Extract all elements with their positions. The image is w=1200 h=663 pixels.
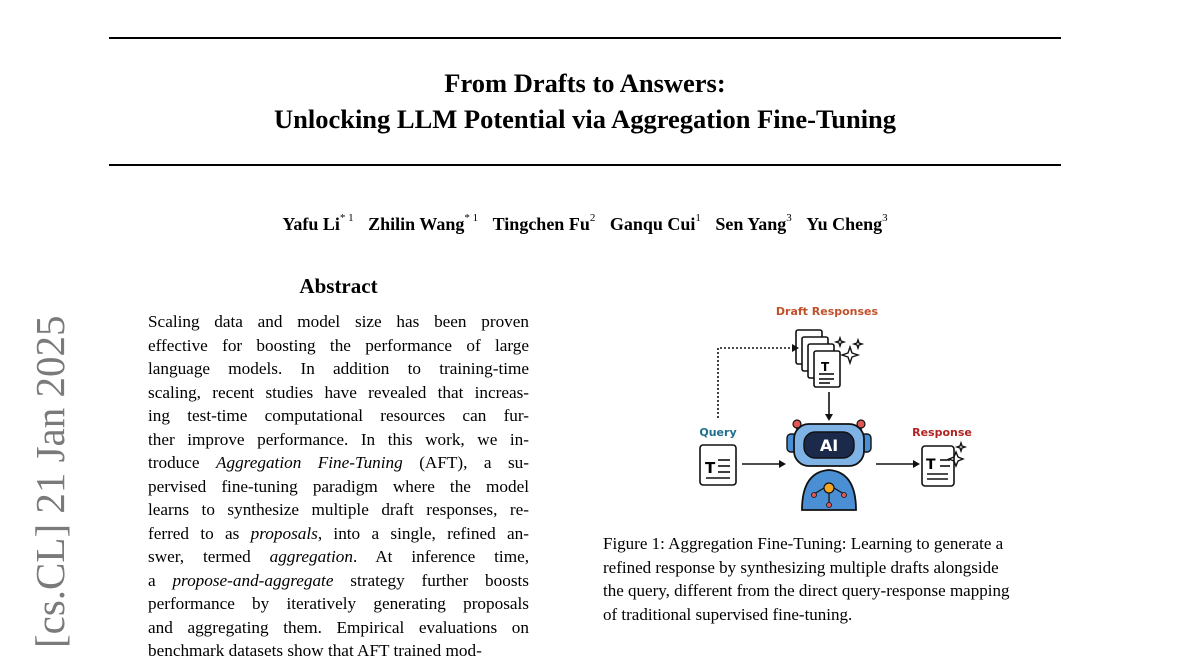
title-rule-bottom <box>109 164 1061 166</box>
response-label: Response <box>912 426 972 439</box>
abstract-line: benchmark datasets show that AFT trained mod- <box>148 641 482 660</box>
arrow-head-icon <box>779 460 786 468</box>
author-list <box>0 208 1170 236</box>
ai-robot-icon <box>787 420 871 510</box>
arxiv-stamp: [cs.CL] 21 Jan 2025 <box>27 315 73 648</box>
caption-line: the query, different from the direct query-response mapping <box>603 581 1010 600</box>
caption-line: Figure 1: Aggregation Fine-Tuning: Learning to generate a <box>603 534 1004 553</box>
abstract-line: ther improve performance. In this work, we in- <box>148 429 529 449</box>
abstract-line: ferred to as proposals, into a single, refined an- <box>148 523 529 543</box>
robot-ai-text: AI <box>819 436 839 455</box>
abstract-line: pervised fine-tuning paradigm where the model <box>148 476 529 496</box>
query-doc-letter: T <box>705 459 716 477</box>
author: Sen Yang$^3$ <box>715 212 792 234</box>
response-doc-letter: T <box>926 457 936 473</box>
figure-caption <box>603 532 1062 626</box>
abstract-line: effective for boosting the performance of large <box>148 335 529 355</box>
abstract-heading: Abstract <box>299 274 378 298</box>
arrow-head-icon <box>825 414 833 421</box>
abstract-line: ing test-time computational resources can fur- <box>148 406 529 425</box>
draft-documents-icon <box>796 330 840 387</box>
abstract-body <box>148 310 529 663</box>
abstract-line: language models. In addition to training-time <box>148 359 529 378</box>
caption-line: of traditional supervised fine-tuning. <box>603 604 853 624</box>
abstract-line: learns to synthesize multiple draft responses, re- <box>148 500 529 519</box>
abstract-line: and aggregating them. Empirical evaluations on <box>148 617 529 637</box>
arrow-head-icon <box>913 460 920 468</box>
author: Yafu Li$^{* 1}$ <box>282 212 354 234</box>
title-rule-top <box>109 37 1061 39</box>
query-label: Query <box>699 426 737 439</box>
query-to-drafts-connector <box>718 348 792 418</box>
caption-line: refined response by synthesizing multiple drafts alongside <box>603 557 999 577</box>
abstract-line: a propose-and-aggregate strategy further boosts <box>148 570 529 590</box>
author: Ganqu Cui$^1$ <box>609 212 701 234</box>
author: Tingchen Fu$^2$ <box>492 212 596 234</box>
aft-figure-diagram <box>680 300 1000 515</box>
abstract-line: Scaling data and model size has been proven <box>148 312 529 331</box>
abstract-line: swer, termed aggregation. At inference time, <box>148 547 529 566</box>
paper-title-line-1: From Drafts to Answers: <box>444 68 726 98</box>
abstract-line: scaling, recent studies have revealed that increas- <box>148 382 529 402</box>
author: Yu Cheng$^3$ <box>806 212 888 234</box>
author: Zhilin Wang$^{* 1}$ <box>368 212 479 234</box>
draft-doc-letter: T <box>821 360 830 374</box>
paper-title-line-2: Unlocking LLM Potential via Aggregation Fine-Tuning <box>273 104 897 134</box>
draft-responses-label: Draft Responses <box>775 305 879 318</box>
abstract-line: troduce Aggregation Fine-Tuning (AFT), a su- <box>148 453 529 472</box>
abstract-line: performance by iteratively generating proposals <box>148 594 529 613</box>
